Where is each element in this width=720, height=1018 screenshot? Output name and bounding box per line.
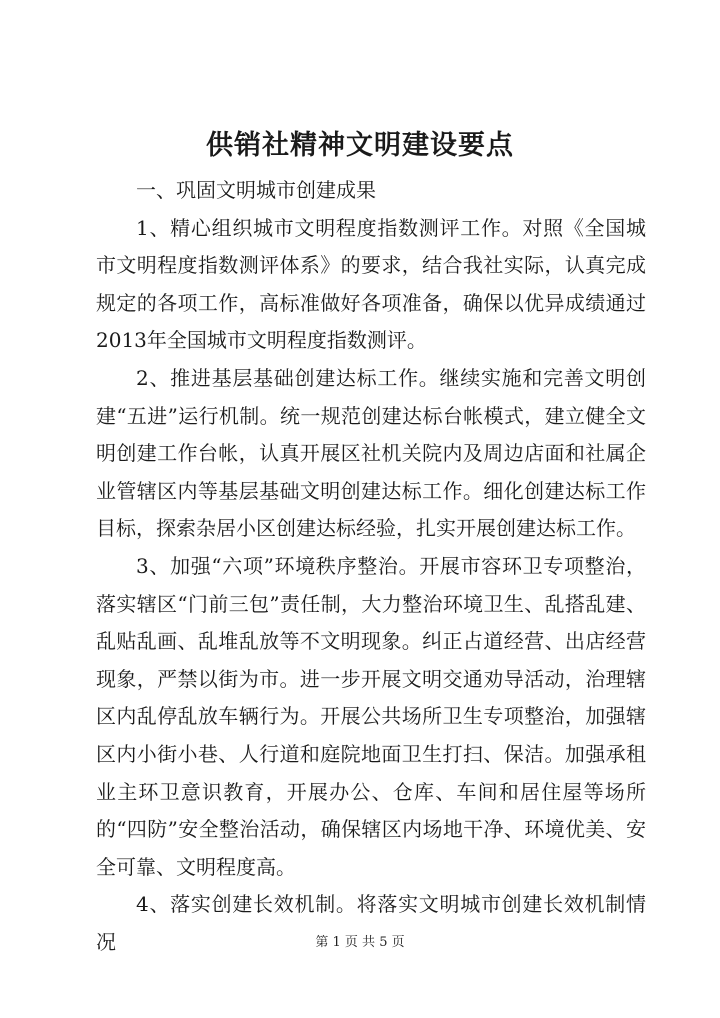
paragraph-3: 3、加强“六项”环境秩序整治。开展市容环卫专项整治，落实辖区“门前三包”责任制，大力整治环境卫生、乱搭乱建、乱贴乱画、乱堆乱放等不文明现象。纠正占道经营、出店经营现象，严禁以街为市。进一步开展文明交通劝导活动，治理辖区内乱停乱放车辆行为。开展公共场所卫生专项整治，加强辖区内小街小巷、人行道和庭院地面卫生打扫、保洁。加强承租业主环卫意识教育，开展办公、仓库、车间和居住屋等场所的“四防”安全整治活动，确保辖区内场地干净、环境优美、安全可靠、文明程度高。: [96, 553, 646, 879]
document-title: 供销社精神文明建设要点: [206, 130, 514, 161]
paragraph-1: 1、精心组织城市文明程度指数测评工作。对照《全国城市文明程度指数测评体系》的要求，结合我社实际，认真完成规定的各项工作，高标准做好各项准备，确保以优异成绩通过2013年全国城市文明程度指数测评。: [96, 215, 646, 353]
section-heading: 一、巩固文明城市创建成果: [136, 178, 376, 202]
page-footer: 第 1 页 共 5 页: [315, 935, 405, 950]
paragraph-2: 2、推进基层基础创建达标工作。继续实施和完善文明创建“五进”运行机制。统一规范创建达标台帐模式，建立健全文明创建工作台帐，认真开展区社机关院内及周边店面和社属企业管辖区内等基层基础文明创建达标工作。细化创建达标工作目标，探索杂居小区创建达标经验，扎实开展创建达标工作。: [96, 365, 646, 541]
paragraph-4: 4、落实创建长效机制。将落实文明城市创建长效机制情况: [96, 892, 646, 954]
document-body: [96, 172, 646, 961]
